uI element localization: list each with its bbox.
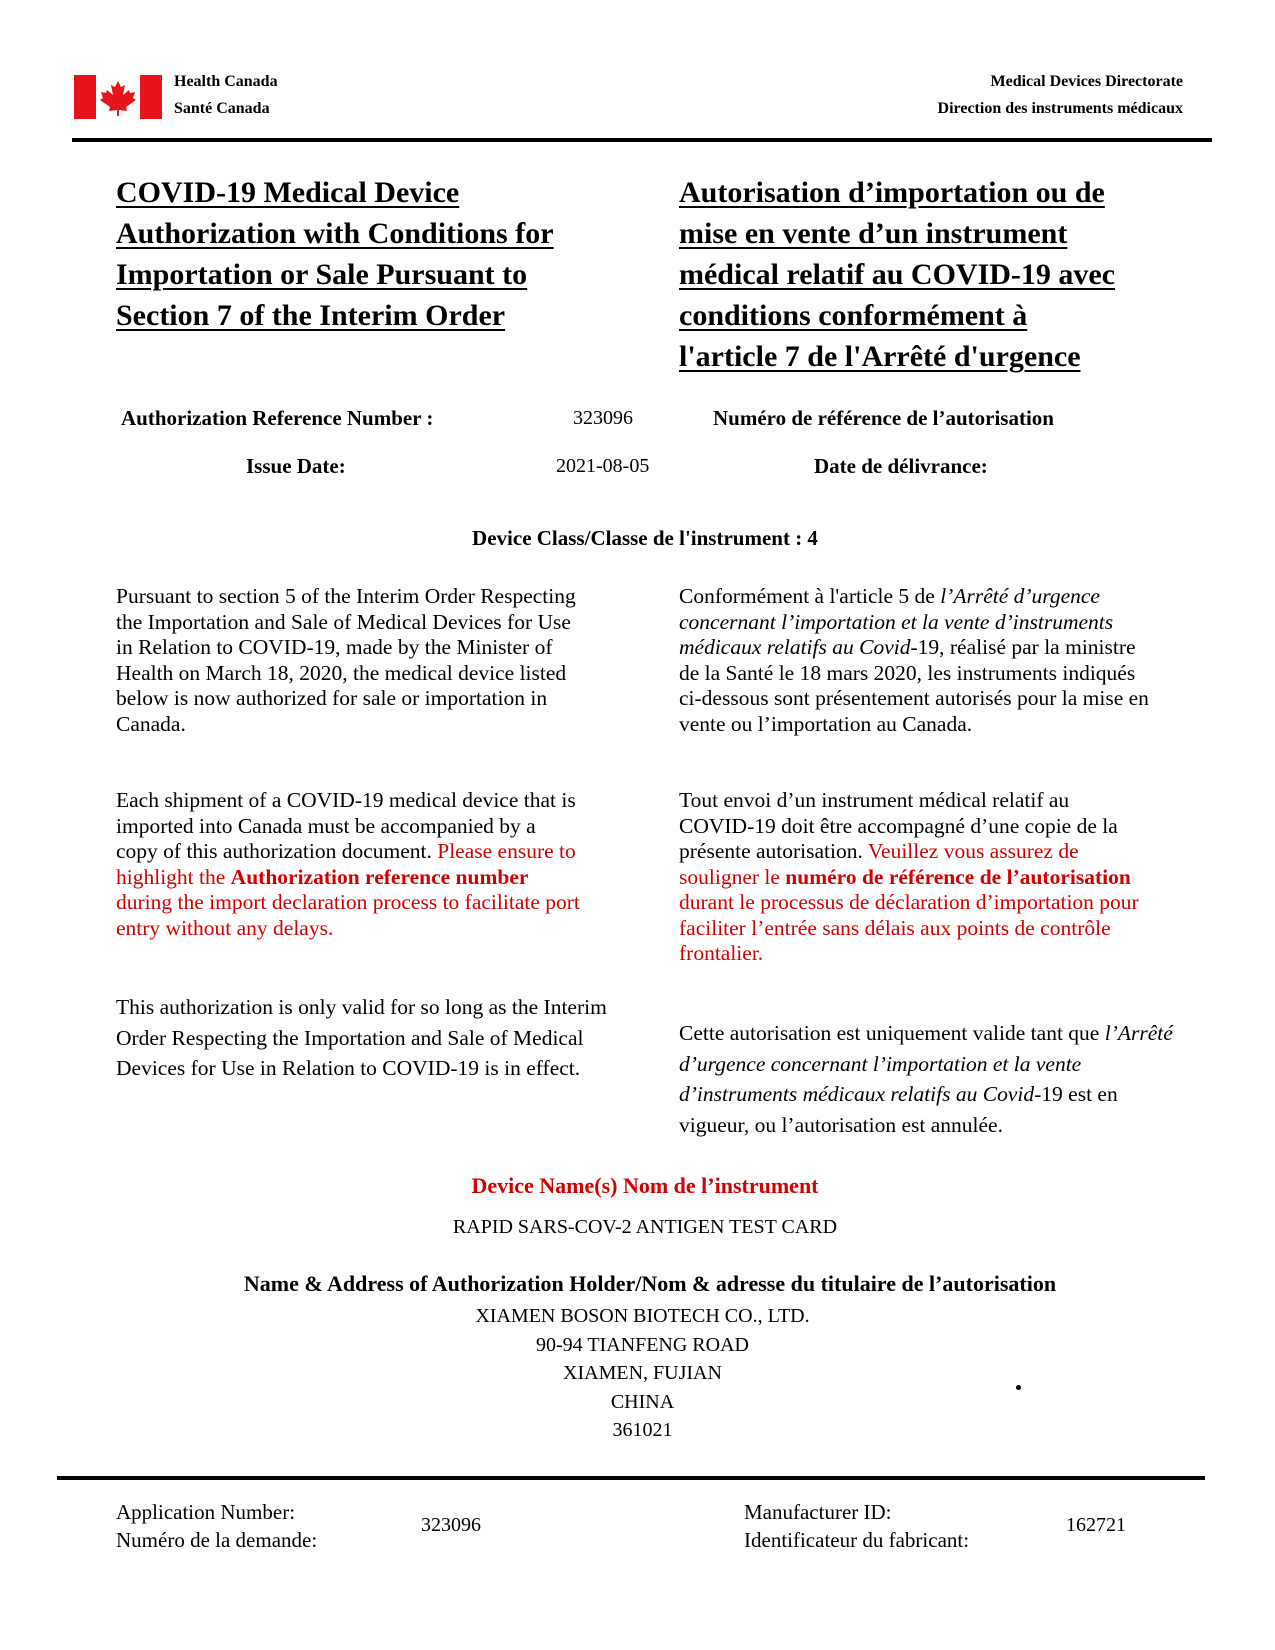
footer-rule [57, 1476, 1205, 1480]
body-fr-p1-text: Conformément à l'article 5 de [679, 584, 941, 608]
title-fr-line: conditions conformément à [679, 299, 1028, 332]
manufacturer-id-label [744, 1499, 969, 1554]
holder-address-line: CHINA [610, 1390, 675, 1413]
reference-label-fr: Numéro de référence de l’autorisation [713, 406, 1054, 430]
title-en [116, 172, 554, 336]
body-fr-p1 [679, 584, 1149, 737]
device-name: RAPID SARS-COV-2 ANTIGEN TEST CARD [452, 1216, 838, 1238]
body-fr-p2-text: Tout envoi d’un instrument médical relatif au COVID-19 doit être accompagné d’une copie de la présente autorisation. [679, 788, 1118, 863]
issue-label-fr: Date de délivrance: [814, 454, 988, 478]
body-en-p2-text: Each shipment of a COVID-19 medical device that is imported into Canada must be accompanied by a copy of this authorization document. [116, 788, 576, 863]
application-number-label [116, 1499, 317, 1554]
application-number-label-en: Application Number: [116, 1500, 296, 1524]
body-fr-p2-notice: Veuillez vous assurez de souligner le [679, 839, 1079, 889]
holder-address-line: XIAMEN BOSON BIOTECH CO., LTD. [475, 1305, 810, 1327]
body-en-p2-highlight: Authorization reference number [230, 864, 529, 889]
holder-address [0, 1302, 1275, 1445]
directorate-name-fr: Direction des instruments médicaux [937, 100, 1183, 117]
canada-flag-icon [74, 75, 162, 119]
body-en-p1: Pursuant to section 5 of the Interim Order Respecting the Importation and Sale of Medical Devices for Use in Relation to COVID-19, made by the Minister of Health on March 18, 2020, the medical device listed below is now authorized for sale or importation in Canada. [116, 584, 576, 736]
reference-value: 323096 [573, 407, 633, 429]
holder-heading: Name & Address of Authorization Holder/Nom & adresse du titulaire de l’autorisation [243, 1271, 1057, 1296]
agency-name-fr: Santé Canada [174, 100, 270, 117]
title-fr-line: l'article 7 de l'Arrêté d'urgence [679, 340, 1081, 373]
body-en-p3: This authorization is only valid for so long as the Interim Order Respecting the Importation and Sale of Medical Devices for Use in Relation to COVID-19 is in effect. [116, 995, 607, 1080]
body-fr-p2 [679, 788, 1149, 967]
title-en-line: Importation or Sale Pursuant to [116, 258, 528, 291]
body-fr-p3-text: Cette autorisation est uniquement valide tant que [679, 1021, 1105, 1045]
holder-address-line: XIAMEN, FUJIAN [563, 1362, 722, 1384]
application-number-value: 323096 [421, 1514, 481, 1536]
application-number-label-fr: Numéro de la demande: [116, 1527, 318, 1552]
body-fr-p3 [679, 1018, 1174, 1140]
stray-dot [1016, 1385, 1021, 1390]
title-en-line: Section 7 of the Interim Order [116, 299, 506, 332]
directorate-name [938, 68, 1183, 122]
title-en-line: COVID-19 Medical Device [116, 176, 460, 209]
holder-address-line: 361021 [612, 1419, 673, 1441]
issue-date-value: 2021-08-05 [556, 455, 650, 477]
body-fr-p1-text-end: -19, réalisé par la ministre de la Santé le 18 mars 2020, les instruments indiqués ci-dessous sont présentement autorisés pour la mise en vente ou l’importation au Canada. [679, 635, 1149, 736]
manufacturer-id-label-fr: Identificateur du fabricant: [744, 1527, 970, 1552]
body-fr-p3-text-end: 19 est en vigueur, ou l’autorisation est annulée. [679, 1082, 1118, 1137]
agency-name-en: Health Canada [174, 73, 278, 90]
header-rule [72, 138, 1212, 142]
body-fr-p2-highlight: numéro de référence de l’autorisation [785, 864, 1131, 889]
title-fr-line: Autorisation d’importation ou de [679, 176, 1105, 209]
title-fr-line: mise en vente d’un instrument [679, 217, 1068, 250]
device-class: Device Class/Classe de l'instrument : 4 [472, 526, 818, 550]
title-en-line: Authorization with Conditions for [116, 217, 554, 250]
agency-name [174, 68, 278, 122]
title-fr-line: médical relatif au COVID-19 avec [679, 258, 1116, 291]
body-en-p2-notice-end: during the import declaration process to facilitate port entry without any delays. [116, 890, 580, 940]
issue-label-en: Issue Date: [246, 454, 346, 478]
body-en-p2-notice: Please ensure to highlight the [116, 839, 576, 889]
body-fr-p3-italic: l’Arrêté d’urgence concernant l’importation et la vente d’instruments médicaux relatifs au Covid- [679, 1021, 1173, 1106]
body-fr-p2-notice-end: durant le processus de déclaration d’importation pour faciliter l’entrée sans délais aux points de contrôle frontalier. [679, 890, 1139, 965]
body-en-p2 [116, 788, 581, 941]
holder-address-line: 90-94 TIANFENG ROAD [536, 1333, 749, 1356]
manufacturer-id-value: 162721 [1066, 1514, 1126, 1536]
directorate-name-en: Medical Devices Directorate [990, 73, 1183, 90]
manufacturer-id-label-en: Manufacturer ID: [744, 1500, 892, 1524]
title-fr [679, 172, 1115, 377]
body-fr-p1-italic: l’Arrêté d’urgence concernant l’importation et la vente d’instruments médicaux relatifs au Covid [679, 584, 1114, 659]
device-name-heading: Device Name(s) Nom de l’instrument [471, 1173, 819, 1198]
reference-label-en: Authorization Reference Number : [121, 406, 434, 430]
